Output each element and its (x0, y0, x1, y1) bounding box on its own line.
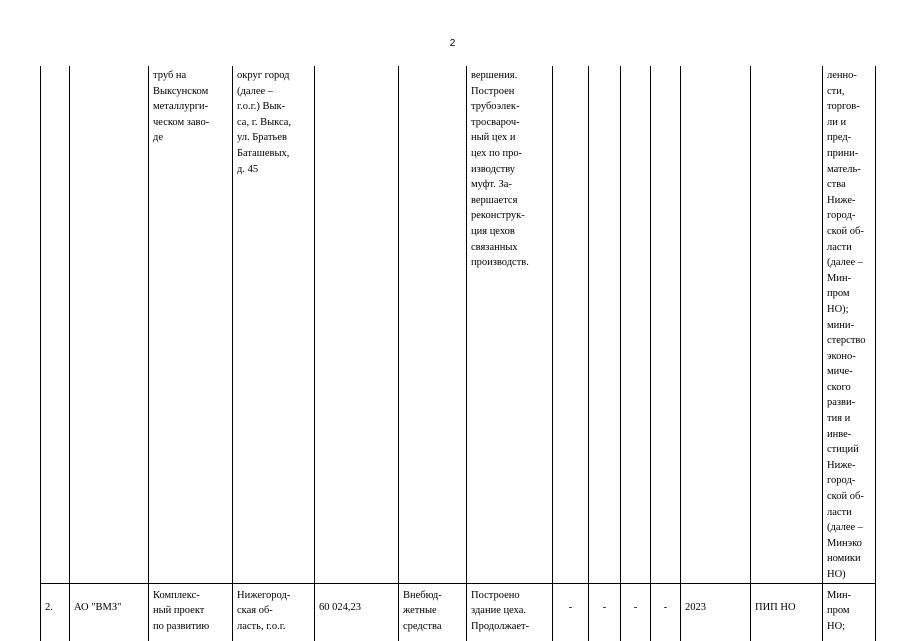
cell-num (41, 66, 70, 583)
cell-year: 2023 (681, 583, 751, 641)
cell-program (751, 66, 823, 583)
cell-source: Внебюд- жетные средства (399, 583, 467, 641)
cell-responsible: ленно- сти, торгов- ли и пред- прини- матель- ства Ниже- город- ской об- ласти (далее – Мин- пром НО); мини- стерство эконо- миче- ского разви- тия и инве- стиций Ниже- город- ской об- ласти (далее – Минэко номики НО) (823, 66, 876, 583)
cell-d2 (589, 66, 621, 583)
cell-source (399, 66, 467, 583)
cell-d4 (651, 66, 681, 583)
cell-location: округ город (далее – г.о.г.) Вык- са, г. Выкса, ул. Братьев Баташевых, д. 45 (233, 66, 315, 583)
cell-d1: - (553, 583, 589, 641)
investment-projects-table (40, 66, 876, 641)
cell-num: 2. (41, 583, 70, 641)
cell-program: ПИП НО (751, 583, 823, 641)
cell-project: труб на Выксунском металлурги- ческом заво- де (149, 66, 233, 583)
cell-amount: 60 024,23 (315, 583, 399, 641)
cell-company (70, 66, 149, 583)
cell-d1 (553, 66, 589, 583)
cell-d3: - (621, 583, 651, 641)
cell-d4: - (651, 583, 681, 641)
page-number: 2 (449, 38, 456, 49)
cell-year (681, 66, 751, 583)
table-row-continued (41, 66, 876, 583)
cell-location: Нижегород- ская об- ласть, г.о.г. (233, 583, 315, 641)
cell-d2: - (589, 583, 621, 641)
cell-status: Построено здание цеха. Продолжает- (467, 583, 553, 641)
cell-company: АО "ВМЗ" (70, 583, 149, 641)
cell-project: Комплекс- ный проект по развитию (149, 583, 233, 641)
cell-amount (315, 66, 399, 583)
cell-d3 (621, 66, 651, 583)
table-row (41, 583, 876, 641)
cell-responsible: Мин- пром НО; (823, 583, 876, 641)
cell-status: вершения. Построен трубоэлек- тросвароч- ный цех и цех по про- изводству муфт. За- вершается реконструк- ция цехов связанных производств. (467, 66, 553, 583)
